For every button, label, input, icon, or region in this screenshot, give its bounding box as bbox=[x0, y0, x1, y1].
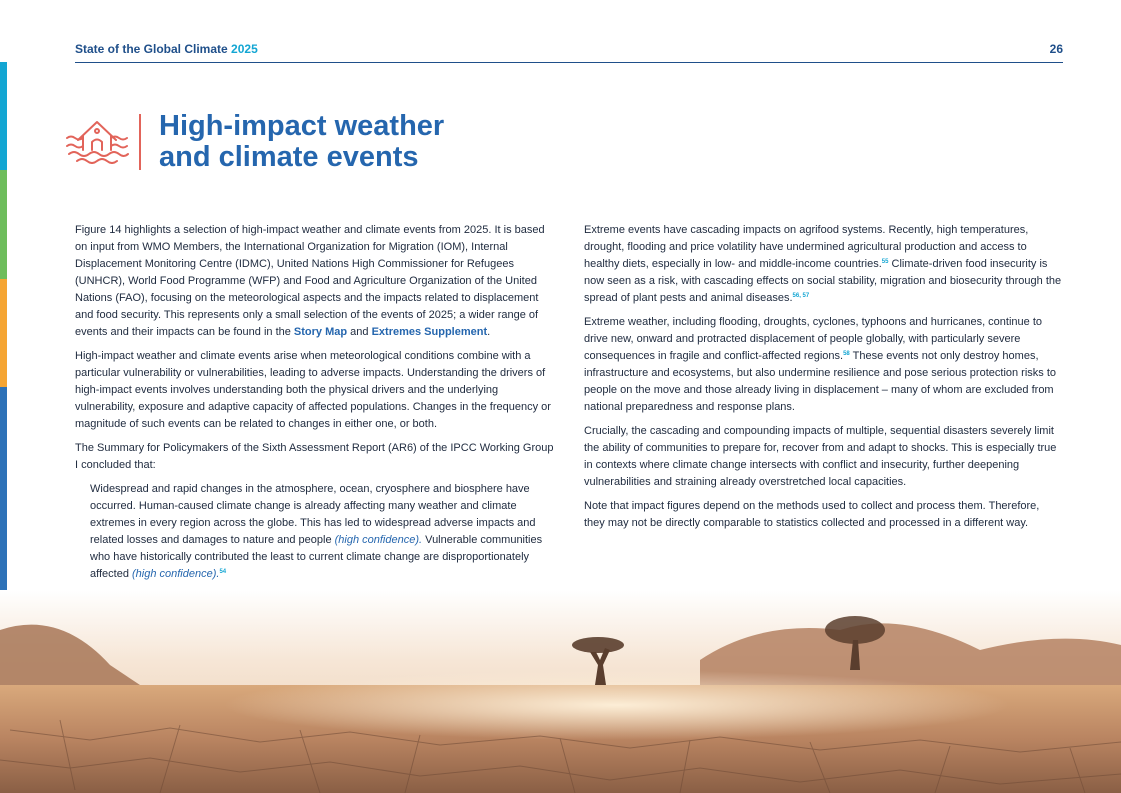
agrifood-paragraph: Extreme events have cascading impacts on agrifood systems. Recently, high temperatures, drought, flooding and price volatility have undermined agricultural production and access to healthy diets, especially in low- and middle-income countries.$^{55}$ Climate-driven food insecurity is now seen as a risk, with cascading effects on social stability, migration and biosecurity through the spread of plant pests and animal diseases.$^{56, 57}$ bbox=[584, 224, 1062, 304]
extremes-supplement-link[interactable]: Extremes Supplement bbox=[371, 326, 488, 338]
section-title: High-impact weather and climate events bbox=[159, 110, 445, 173]
left-column bbox=[75, 222, 557, 583]
flooded-house-icon bbox=[64, 116, 130, 164]
footnote-ref[interactable]: 54 bbox=[219, 569, 227, 575]
drought-landscape-image bbox=[0, 590, 1121, 793]
ipcc-quote: Widespread and rapid changes in the atmosphere, ocean, cryosphere and biosphere have occurred. Human-caused climate change is already affecting many weather and climate extremes in every region across the globe. This has led to widespread adverse impacts and related losses and damages to nature and people (high confidence). Vulnerable communities who have historically contributed the least to current climate change are disproportionately affected (high confidence).$^{54}$ bbox=[90, 483, 543, 580]
footnote-ref[interactable]: 58 bbox=[843, 351, 850, 357]
side-color-bar-green bbox=[0, 170, 7, 279]
title-divider bbox=[139, 114, 141, 170]
report-year: 2025 bbox=[231, 42, 258, 56]
footnote-ref[interactable]: 56, 57 bbox=[792, 293, 810, 299]
footnote-ref[interactable]: 55 bbox=[881, 259, 889, 265]
ipcc-intro-paragraph: The Summary for Policymakers of the Sixth Assessment Report (AR6) of the IPCC Working Group I concluded that: bbox=[75, 442, 554, 471]
page-header bbox=[75, 42, 1063, 63]
page-number: 26 bbox=[1049, 42, 1063, 56]
displacement-paragraph: Extreme weather, including flooding, droughts, cyclones, typhoons and hurricanes, continue to drive new, onward and protracted displacement of people globally, with particularly severe consequences in fragile and conflict-affected regions.$^{58}$ These events not only destroy homes, infrastructure and ecosystems, but also undermine resilience and pose serious protection risks to people on the move and those already living in displacement – many of whom are excluded from national preparedness and response plans. bbox=[584, 316, 1057, 413]
intro-paragraph: Figure 14 highlights a selection of high-impact weather and climate events from 2025. It is based on input from WMO Members, the International Organization for Migration (IOM), Internal Displacement Monitoring Centre (IDMC), United Nations High Commissioner for Refugees (UNHCR), World Food Programme (WFP) and Food and Agriculture Organization of the United Nations (FAO), focusing on the meteorological aspects and the impacts related to displacement and food security. This represents only a small selection of the events of 2025; a wider range of events and their impacts can be found in the Story Map and Extremes Supplement. bbox=[75, 224, 545, 338]
side-color-bar-orange bbox=[0, 279, 7, 387]
drivers-paragraph: High-impact weather and climate events arise when meteorological conditions combine with a particular vulnerability or vulnerabilities, leading to adverse impacts. Understanding the drivers of high-impact events involves understanding both the physical drivers and the underlying vulnerability, exposure and adaptive capacity of affected populations. Changes in the frequency or magnitude of such events can be related to changes in either one, or both. bbox=[75, 350, 551, 430]
right-column bbox=[584, 222, 1062, 539]
side-color-bar-cyan bbox=[0, 62, 7, 170]
impact-figures-note: Note that impact figures depend on the methods used to collect and process them. Therefore, they may not be directly comparable to statistics collected and processed in a different way. bbox=[584, 500, 1040, 529]
cascading-paragraph: Crucially, the cascading and compounding impacts of multiple, sequential disasters severely limit the ability of communities to prepare for, recover from and adapt to shocks. This is especially true in contexts where climate change intersects with conflict and insecurity, further deepening vulnerabilities and straining already overstretched local capacities. bbox=[584, 425, 1057, 488]
report-title: State of the Global Climate 2025 bbox=[75, 42, 258, 56]
story-map-link[interactable]: Story Map bbox=[293, 326, 348, 338]
